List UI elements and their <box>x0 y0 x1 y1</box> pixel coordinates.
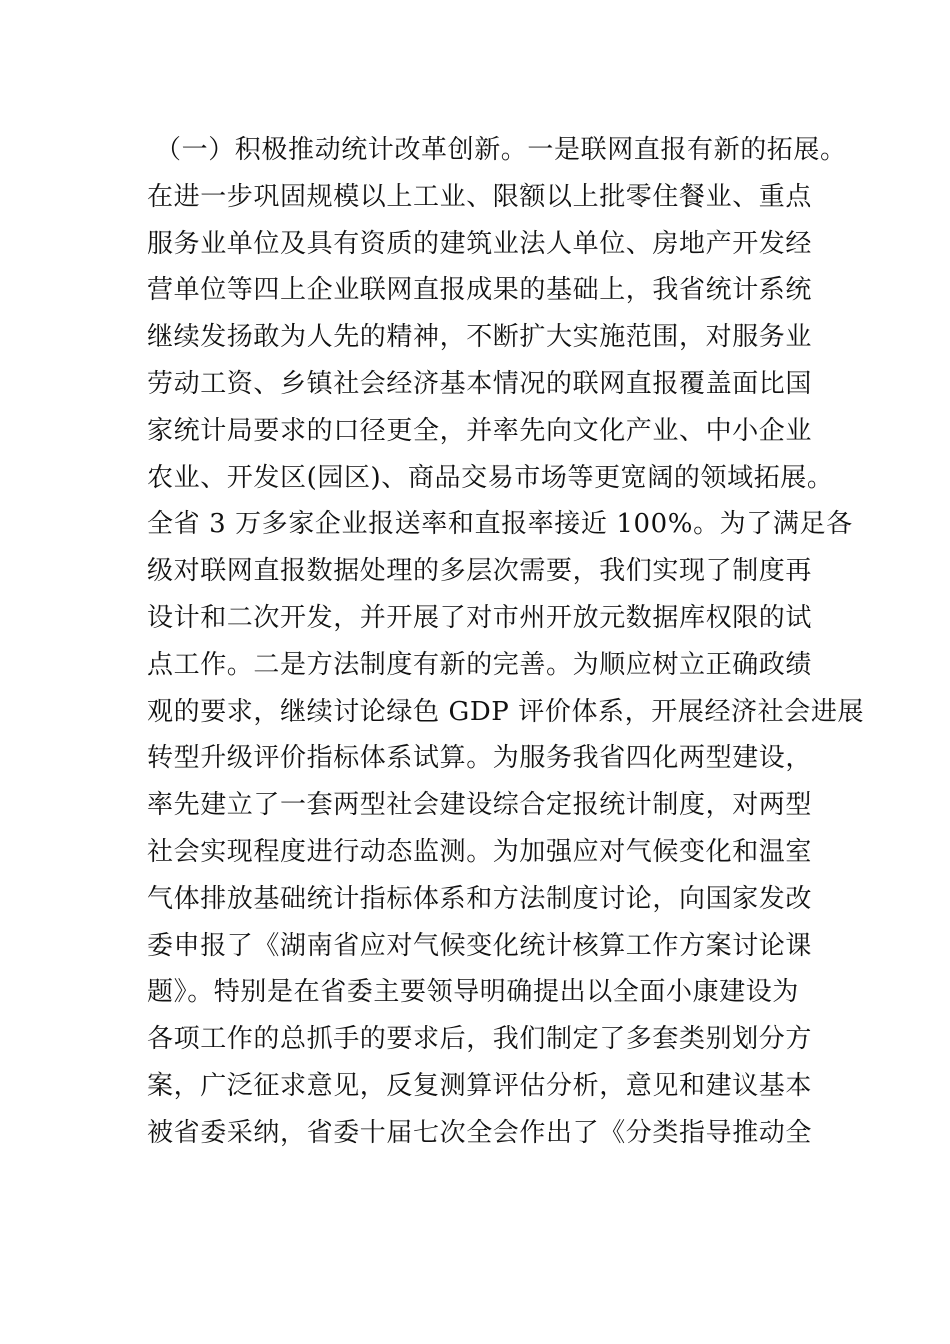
text-line-22: 被省委采纳，省委十届七次全会作出了《分类指导推动全 <box>147 1117 813 1148</box>
text-line-17: 气体排放基础统计指标体系和方法制度讨论，向国家发改 <box>147 883 813 914</box>
text-line-9: 全省 3 万多家企业报送率和直报率接近 100%。为了满足各 <box>147 509 853 540</box>
text-line-4: 营单位等四上企业联网直报成果的基础上，我省统计系统 <box>147 275 813 306</box>
text-line-15: 率先建立了一套两型社会建设综合定报统计制度，对两型 <box>147 790 813 821</box>
text-line-13: 观的要求，继续讨论绿色 GDP 评价体系，开展经济社会进展 <box>147 696 865 727</box>
text-line-3: 服务业单位及具有资质的建筑业法人单位、房地产开发经 <box>147 228 813 259</box>
text-line-12: 点工作。二是方法制度有新的完善。为顺应树立正确政绩 <box>147 649 813 680</box>
text-line-6: 劳动工资、乡镇社会经济基本情况的联网直报覆盖面比国 <box>147 368 813 399</box>
text-line-8: 农业、开发区(园区)、商品交易市场等更宽阔的领域拓展。 <box>147 462 834 493</box>
text-line-19: 题》。特别是在省委主要领导明确提出以全面小康建设为 <box>147 977 800 1008</box>
text-line-1: （一）积极推动统计改革创新。一是联网直报有新的拓展。 <box>155 135 847 165</box>
text-line-18: 委申报了《湖南省应对气候变化统计核算工作方案讨论课 <box>147 930 813 961</box>
text-line-21: 案，广泛征求意见，反复测算评估分析，意见和建议基本 <box>147 1070 813 1101</box>
text-line-11: 设计和二次开发，并开展了对市州开放元数据库权限的试 <box>147 602 813 633</box>
text-line-2: 在进一步巩固规模以上工业、限额以上批零住餐业、重点 <box>147 181 813 212</box>
text-line-10: 级对联网直报数据处理的多层次需要，我们实现了制度再 <box>147 556 813 587</box>
text-line-7: 家统计局要求的口径更全，并率先向文化产业、中小企业 <box>147 415 813 446</box>
text-line-20: 各项工作的总抓手的要求后，我们制定了多套类别划分方 <box>147 1024 813 1055</box>
text-line-16: 社会实现程度进行动态监测。为加强应对气候变化和温室 <box>147 836 813 867</box>
text-line-5: 继续发扬敢为人先的精神，不断扩大实施范围，对服务业 <box>147 322 813 353</box>
body-paragraph <box>147 127 865 1157</box>
text-line-14: 转型升级评价指标体系试算。为服务我省四化两型建设， <box>147 743 813 774</box>
